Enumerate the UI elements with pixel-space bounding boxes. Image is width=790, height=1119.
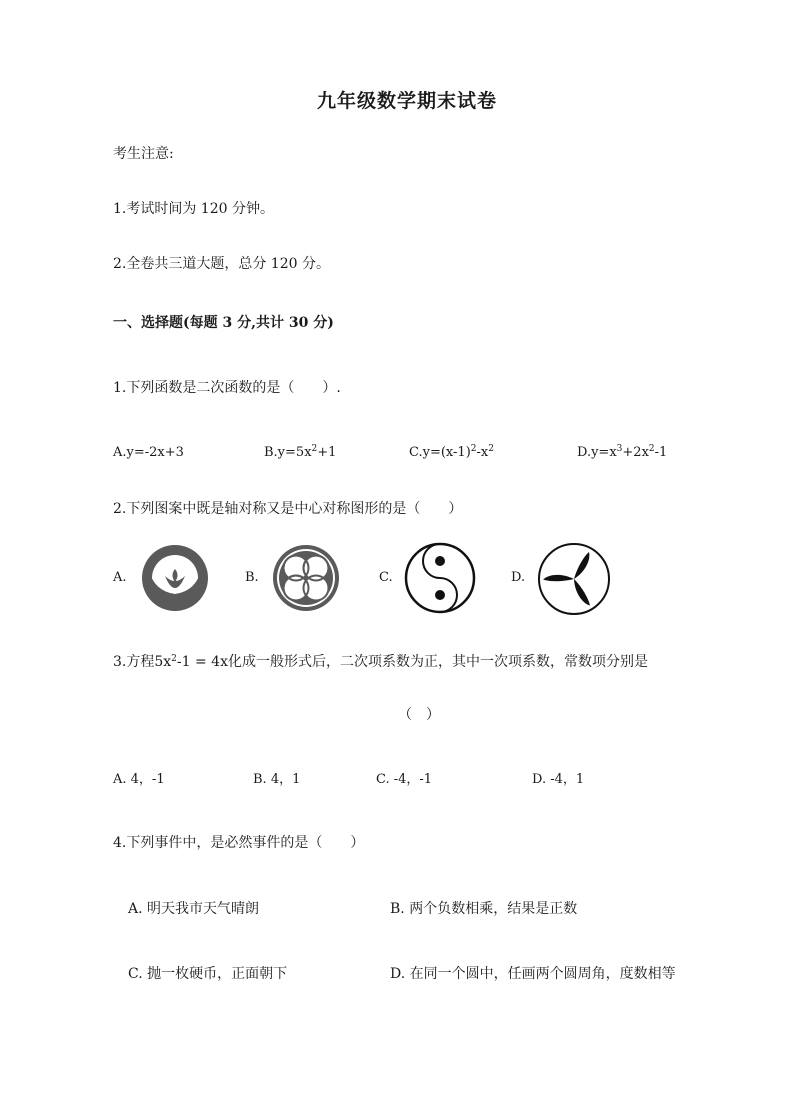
question-3-blank: （ ） <box>398 707 440 723</box>
question-2-option-d-label: D. <box>511 570 526 585</box>
question-3-option-b: B. 4，1 <box>253 772 301 787</box>
question-4-option-d: D. 在同一个圆中，任画两个圆周角，度数相等 <box>390 966 676 982</box>
question-2-option-c-label: C. <box>379 570 393 585</box>
yin-yang-icon <box>404 542 476 614</box>
page-title: 九年级数学期末试卷 <box>317 90 498 112</box>
question-4-stem: 4.下列事件中，是必然事件的是（ ） <box>113 835 365 851</box>
question-2-stem: 2.下列图案中既是轴对称又是中心对称图形的是（ ） <box>113 501 463 517</box>
question-4-option-a: A. 明天我市天气晴朗 <box>128 901 260 917</box>
question-1-option-d: $D.y=x^3+2x^2-1$ <box>577 444 668 460</box>
question-1-option-b: $B.y=5x^2+1$ <box>264 444 337 460</box>
question-3-option-c: C. -4，-1 <box>376 772 433 787</box>
question-2-option-a-label: A. <box>113 570 127 585</box>
notice-item-2: 2.全卷共三道大题，总分 120 分。 <box>113 256 330 272</box>
question-3-option-a: A. 4，-1 <box>113 772 165 787</box>
question-4-option-c: C. 抛一枚硬币，正面朝下 <box>128 966 288 982</box>
three-blade-fan-icon <box>537 542 611 616</box>
question-3-stem: 3.方程$5x^2-1 = 4x$化成一般形式后，二次项系数为正，其中一次项系数，常数项分别是 <box>113 654 648 670</box>
question-3-option-d: D. -4，1 <box>532 772 585 787</box>
question-1-option-c: $C.y=(x-1)^2-x^2$ <box>409 444 494 460</box>
question-4-option-b: B. 两个负数相乘，结果是正数 <box>390 901 578 917</box>
question-1-option-a: A.y=-2x+3 <box>113 445 184 460</box>
question-2-option-b-label: B. <box>245 570 259 585</box>
four-petal-circle-icon <box>271 543 341 613</box>
notice-heading: 考生注意: <box>113 146 174 162</box>
question-1-stem: 1.下列函数是二次函数的是（ ）. <box>113 380 341 396</box>
notice-item-1: 1.考试时间为 120 分钟。 <box>113 201 274 217</box>
section-heading: 一、选择题(每题 3 分,共计 30 分) <box>113 315 334 331</box>
logo-ring-icon <box>140 543 210 613</box>
